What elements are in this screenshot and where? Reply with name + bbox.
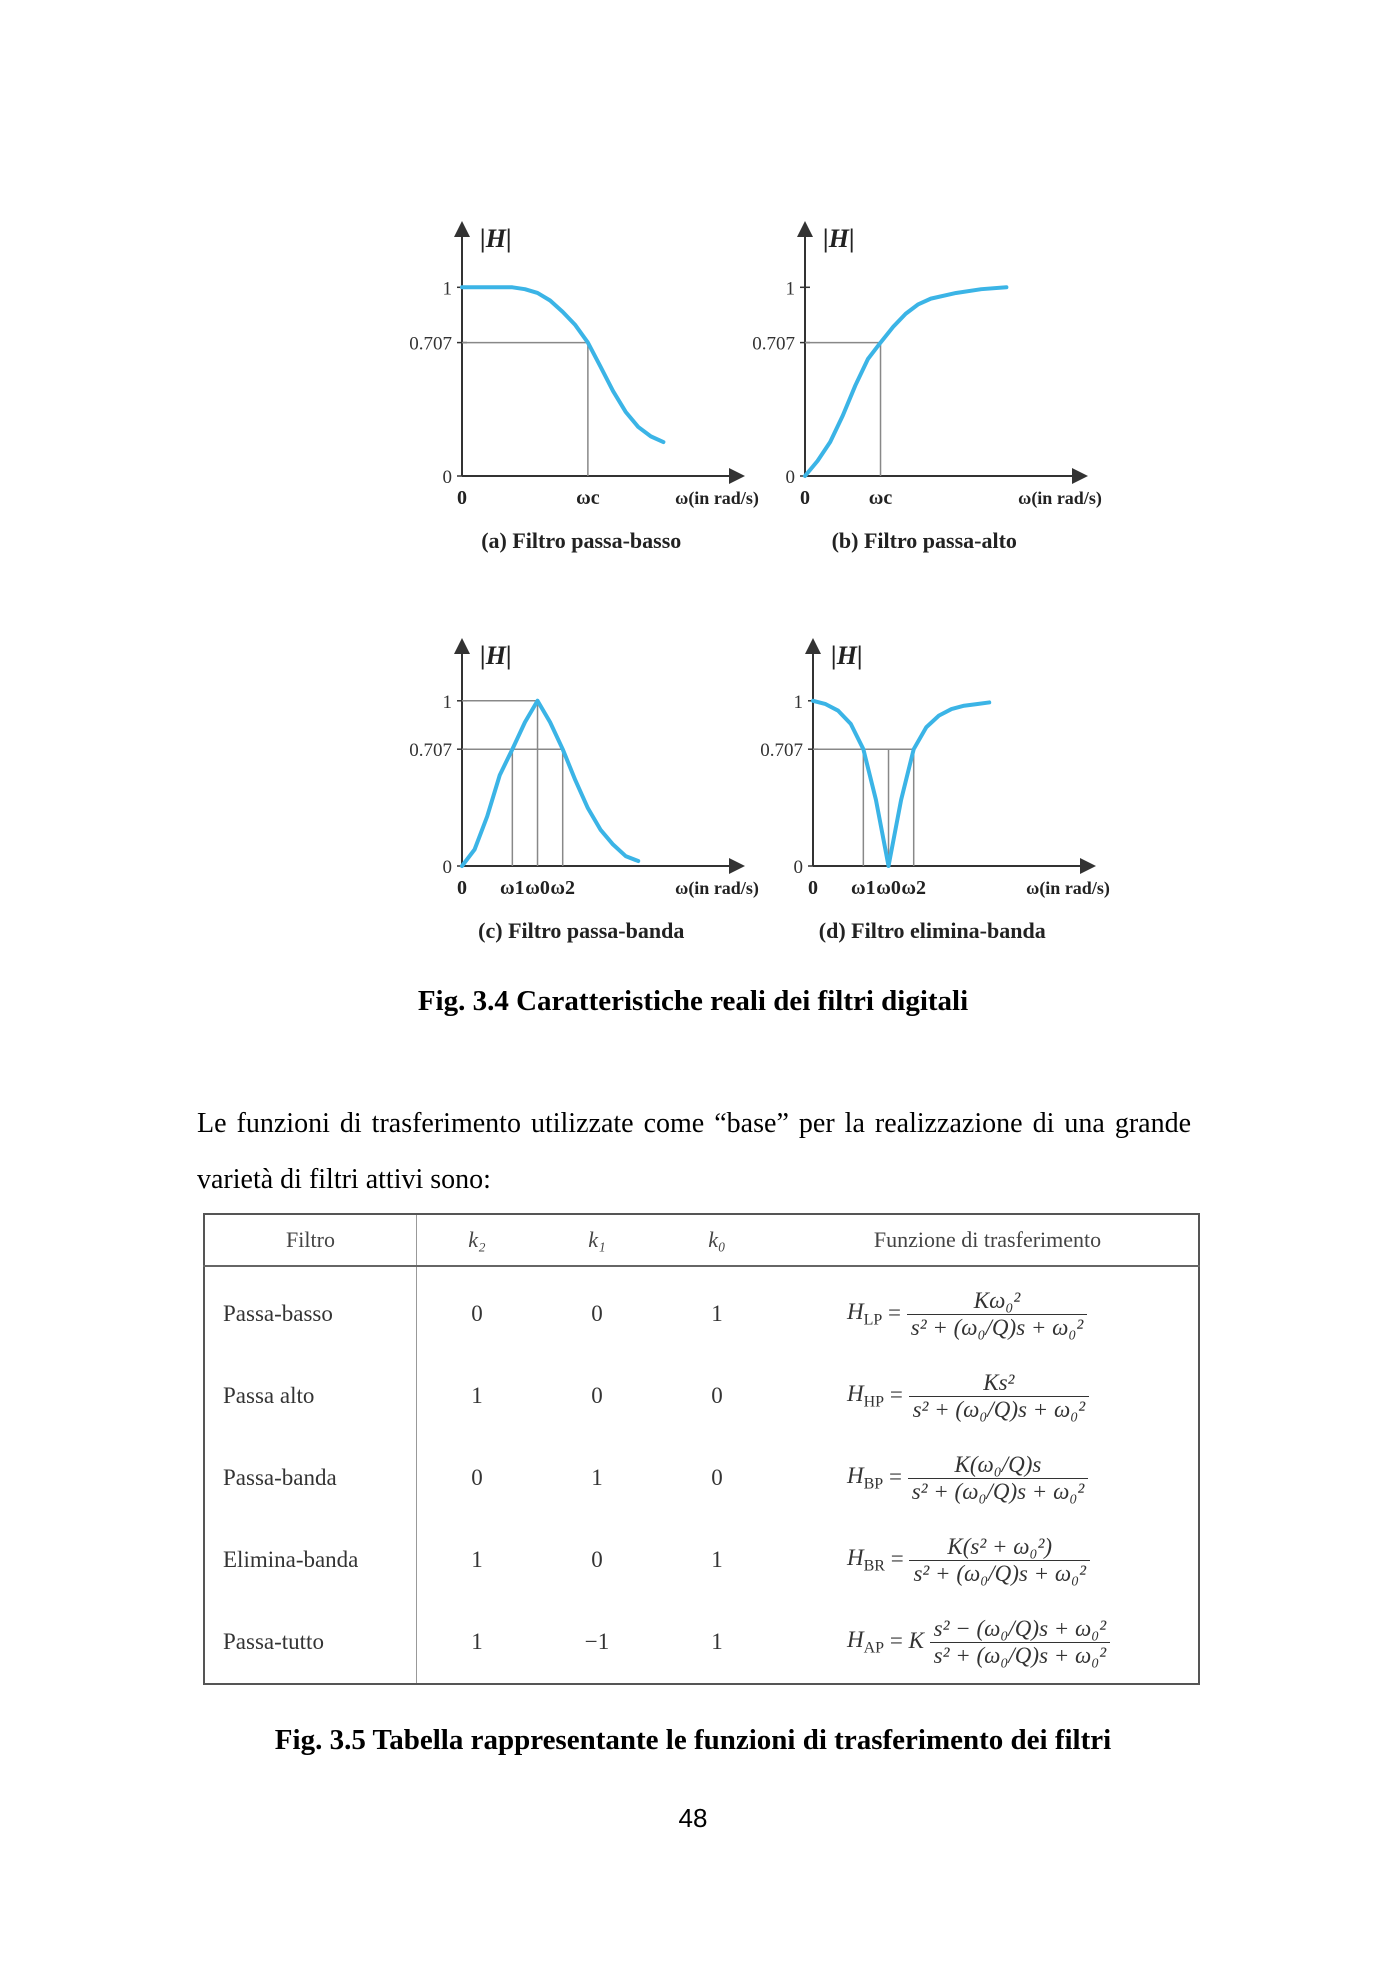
numerator: Ks² bbox=[909, 1370, 1090, 1397]
table-row bbox=[204, 1601, 1199, 1684]
k0-value: 0 bbox=[711, 1383, 723, 1408]
k2-value: 0 bbox=[471, 1465, 483, 1490]
figure-3-4 bbox=[0, 0, 1386, 960]
x-tick-label: 0 bbox=[457, 487, 467, 509]
filter-name: Elimina-banda bbox=[204, 1519, 417, 1601]
header-k0: k₀ bbox=[657, 1214, 777, 1266]
x-tick-label: ω2 bbox=[550, 877, 576, 899]
intro-paragraph: Le funzioni di trasferimento utilizzate come “base” per la realizzazione di una grande varietà di filtri attivi sono: bbox=[197, 1108, 1191, 1195]
response-curve bbox=[462, 287, 663, 442]
h-symbol: $H_{BR}$ bbox=[847, 1545, 885, 1575]
table-header-row bbox=[204, 1214, 1199, 1266]
y-axis-label: |H| bbox=[823, 224, 855, 253]
response-curve bbox=[813, 701, 989, 866]
fraction bbox=[909, 1370, 1090, 1423]
panel-title: (d) Filtro elimina-banda bbox=[818, 918, 1046, 943]
k0-value: 1 bbox=[711, 1547, 723, 1572]
equals-sign: = bbox=[890, 1545, 910, 1571]
fraction bbox=[907, 1288, 1088, 1341]
equals-sign: = bbox=[889, 1627, 909, 1653]
figure-3-4-caption: Fig. 3.4 Caratteristiche reali dei filtri digitali bbox=[417, 985, 969, 1017]
denominator: s² + (ω₀/Q)s + ω₀² bbox=[933, 1642, 1107, 1668]
fraction bbox=[930, 1616, 1111, 1669]
h-symbol: $H_{BP}$ bbox=[847, 1463, 884, 1493]
y-tick-label: 1 bbox=[793, 691, 803, 713]
h-symbol: $H_{AP}$ bbox=[847, 1627, 885, 1657]
numerator: K(ω₀/Q)s bbox=[908, 1452, 1089, 1479]
filter-name: Passa-banda bbox=[204, 1437, 417, 1519]
table-row bbox=[204, 1355, 1199, 1437]
k1-value: 0 bbox=[591, 1301, 603, 1326]
header-k1: k₁ bbox=[537, 1214, 657, 1266]
k1-value: 0 bbox=[591, 1547, 603, 1572]
h-symbol: $H_{HP}$ bbox=[847, 1381, 885, 1411]
numerator: s² − (ω₀/Q)s + ω₀² bbox=[930, 1616, 1111, 1643]
y-tick-label: 1 bbox=[442, 691, 452, 713]
plot-panel-b bbox=[752, 224, 1102, 553]
k0-value: 1 bbox=[711, 1629, 723, 1654]
numerator: K(s² + ω₀²) bbox=[909, 1534, 1090, 1561]
fraction bbox=[909, 1534, 1090, 1587]
denominator: s² + (ω₀/Q)s + ω₀² bbox=[912, 1396, 1086, 1422]
x-tick-label: ω0 bbox=[525, 877, 550, 899]
k0-value: 0 bbox=[711, 1465, 723, 1490]
prefactor: K bbox=[908, 1627, 924, 1653]
h-subscript: BR bbox=[863, 1557, 885, 1575]
x-tick-label: ω0 bbox=[876, 877, 901, 899]
transfer-function bbox=[777, 1437, 1199, 1519]
y-tick-label: 0 bbox=[785, 467, 795, 488]
k1-value: −1 bbox=[584, 1629, 610, 1654]
h-symbol: $H_{LP}$ bbox=[847, 1299, 883, 1329]
equals-sign: = bbox=[888, 1463, 908, 1489]
table-row bbox=[204, 1437, 1199, 1519]
y-tick-label: 0.707 bbox=[409, 740, 452, 762]
transfer-function bbox=[777, 1266, 1199, 1355]
x-tick-label: 0 bbox=[800, 487, 810, 509]
filter-name: Passa-tutto bbox=[204, 1601, 417, 1684]
header-filter: Filtro bbox=[204, 1214, 417, 1266]
transfer-function bbox=[777, 1601, 1199, 1684]
x-axis-label: ω(in rad/s) bbox=[1018, 488, 1102, 508]
filter-name: Passa alto bbox=[204, 1355, 417, 1437]
y-tick-label: 0.707 bbox=[752, 333, 795, 355]
header-k2: k₂ bbox=[417, 1214, 538, 1266]
k2-value: 1 bbox=[471, 1629, 483, 1654]
denominator: s² + (ω₀/Q)s + ω₀² bbox=[913, 1560, 1086, 1586]
h-subscript: AP bbox=[863, 1639, 885, 1657]
x-axis-label: ω(in rad/s) bbox=[1026, 878, 1110, 898]
denominator: s² + (ω₀/Q)s + ω₀² bbox=[911, 1478, 1085, 1504]
figure-3-5-caption: Fig. 3.5 Tabella rappresentante le funzioni di trasferimento dei filtri bbox=[274, 1724, 1112, 1756]
x-tick-label: ωc bbox=[576, 487, 600, 509]
y-tick-label: 0 bbox=[442, 467, 452, 488]
k2-value: 1 bbox=[471, 1383, 483, 1408]
transfer-function-table bbox=[203, 1213, 1200, 1685]
x-tick-label: 0 bbox=[457, 877, 467, 899]
k1-value: 0 bbox=[591, 1383, 603, 1408]
k2-value: 1 bbox=[471, 1547, 483, 1572]
plot-panel-c bbox=[409, 641, 759, 943]
filter-name: Passa-basso bbox=[204, 1266, 417, 1355]
x-tick-label: ωc bbox=[868, 487, 893, 509]
y-tick-label: 0 bbox=[793, 857, 803, 878]
y-tick-label: 1 bbox=[442, 278, 452, 300]
h-subscript: LP bbox=[863, 1311, 883, 1329]
y-axis-label: |H| bbox=[480, 224, 512, 253]
x-tick-label: ω1 bbox=[500, 877, 525, 899]
table-row bbox=[204, 1266, 1199, 1355]
plot-panel-d bbox=[760, 641, 1110, 943]
denominator: s² + (ω₀/Q)s + ω₀² bbox=[910, 1314, 1084, 1340]
panel-title: (b) Filtro passa-alto bbox=[831, 528, 1017, 553]
response-curve bbox=[462, 701, 638, 866]
x-tick-label: ω2 bbox=[901, 877, 927, 899]
x-tick-label: ω1 bbox=[851, 877, 876, 899]
k0-value: 1 bbox=[711, 1301, 723, 1326]
page-number: 48 bbox=[678, 1803, 708, 1833]
k2-value: 0 bbox=[471, 1301, 483, 1326]
x-axis-label: ω(in rad/s) bbox=[675, 878, 759, 898]
x-axis-label: ω(in rad/s) bbox=[675, 488, 759, 508]
y-tick-label: 0.707 bbox=[409, 333, 452, 355]
y-axis-label: |H| bbox=[831, 641, 863, 670]
response-curve bbox=[805, 287, 1006, 476]
y-tick-label: 1 bbox=[785, 278, 795, 300]
y-tick-label: 0.707 bbox=[760, 740, 803, 762]
equals-sign: = bbox=[888, 1299, 907, 1325]
fraction bbox=[908, 1452, 1089, 1505]
plot-panel-a bbox=[409, 224, 759, 553]
h-subscript: HP bbox=[863, 1393, 885, 1411]
transfer-function bbox=[777, 1519, 1199, 1601]
y-tick-label: 0 bbox=[442, 857, 452, 878]
k1-value: 1 bbox=[591, 1465, 603, 1490]
panel-title: (c) Filtro passa-banda bbox=[478, 918, 685, 943]
y-axis-label: |H| bbox=[480, 641, 512, 670]
table-row bbox=[204, 1519, 1199, 1601]
panel-title: (a) Filtro passa-basso bbox=[481, 528, 682, 553]
h-subscript: BP bbox=[863, 1475, 884, 1493]
x-tick-label: 0 bbox=[808, 877, 818, 899]
numerator: Kω₀² bbox=[907, 1288, 1088, 1315]
header-transfer-function: Funzione di trasferimento bbox=[777, 1214, 1199, 1266]
transfer-function bbox=[777, 1355, 1199, 1437]
equals-sign: = bbox=[889, 1381, 909, 1407]
